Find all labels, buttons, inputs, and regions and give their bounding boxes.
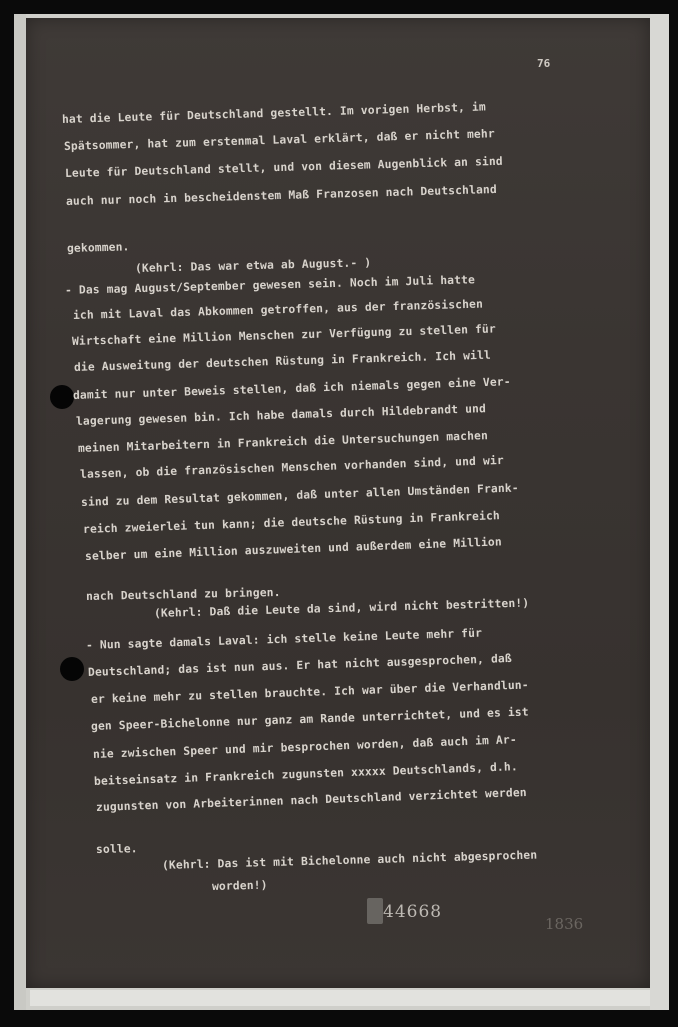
text-line: die Ausweitung der deutschen Rüstung in Frankreich. Ich will: [73, 348, 492, 374]
stamp-mark: [367, 898, 383, 924]
text-line: zugunsten von Arbeiterinnen nach Deutschland verzichtet werden: [95, 785, 527, 814]
text-line: damit nur unter Beweis stellen, daß ich niemals gegen eine Ver-: [72, 375, 511, 402]
text-line: gekommen.: [66, 240, 130, 255]
text-line: (Kehrl: Das war etwa ab August.- ): [134, 256, 372, 275]
text-line: reich zweierlei tun kann; die deutsche Rüstung in Frankreich: [82, 509, 501, 536]
bottom-paper-strip: [30, 990, 650, 1006]
text-line: (Kehrl: Das ist mit Bichelonne auch nicht abgesprochen: [161, 848, 538, 872]
text-line: solle.: [95, 842, 138, 856]
text-line: hat die Leute für Deutschland gestellt. Im vorigen Herbst, im: [61, 100, 487, 126]
text-line: - Das mag August/September gewesen sein. Noch im Juli hatte: [64, 273, 476, 297]
text-line: gen Speer-Bichelonne nur ganz am Rande unterrichtet, und es ist: [90, 705, 529, 733]
text-line: Deutschland; das ist nun aus. Er hat nicht ausgesprochen, daß: [87, 651, 513, 679]
right-paper-strip: [650, 14, 669, 1010]
text-line: nie zwischen Speer und mir besprochen worden, daß auch im Ar-: [92, 733, 517, 761]
punch-hole-icon: [50, 385, 74, 409]
page-number: 76: [537, 57, 551, 70]
text-line: er keine mehr zu stellen brauchte. Ich war über die Verhandlun-: [90, 678, 529, 706]
text-line: selber um eine Million auszuweiten und außerdem eine Million: [84, 535, 503, 563]
text-line: ich mit Laval das Abkommen getroffen, aus der französischen: [72, 297, 484, 322]
text-line: (Kehrl: Daß die Leute da sind, wird nicht bestritten!): [153, 596, 530, 620]
text-line: Leute für Deutschland stellt, und von diesem Augenblick an sind: [64, 154, 503, 180]
text-line: auch nur noch in bescheidenstem Maß Franzosen nach Deutschland: [65, 182, 497, 208]
text-line: - Nun sagte damals Laval: ich stelle keine Leute mehr für: [85, 626, 483, 652]
text-line: Wirtschaft eine Million Menschen zur Verfügung zu stellen für: [71, 322, 497, 348]
text-line: worden!): [211, 878, 268, 893]
text-line: beitseinsatz in Frankreich zugunsten xxxxx Deutschlands, d.h.: [93, 760, 518, 788]
text-line: lagerung gewesen bin. Ich habe damals durch Hildebrandt und: [75, 402, 487, 428]
punch-hole-icon: [60, 657, 84, 681]
microfilm-frame-number: 1836: [545, 915, 584, 933]
left-paper-strip: [14, 14, 26, 1010]
text-line: lassen, ob die französischen Menschen vorhanden sind, und wir: [79, 453, 505, 481]
text-line: nach Deutschland zu bringen.: [85, 585, 281, 603]
text-line: sind zu dem Resultat gekommen, daß unter allen Umständen Frank-: [80, 481, 519, 509]
text-line: meinen Mitarbeitern in Frankreich die Untersuchungen machen: [77, 429, 489, 455]
document-stamp-number: 44668: [383, 902, 443, 922]
text-line: Spätsommer, hat zum erstenmal Laval erklärt, daß er nicht mehr: [63, 127, 495, 153]
